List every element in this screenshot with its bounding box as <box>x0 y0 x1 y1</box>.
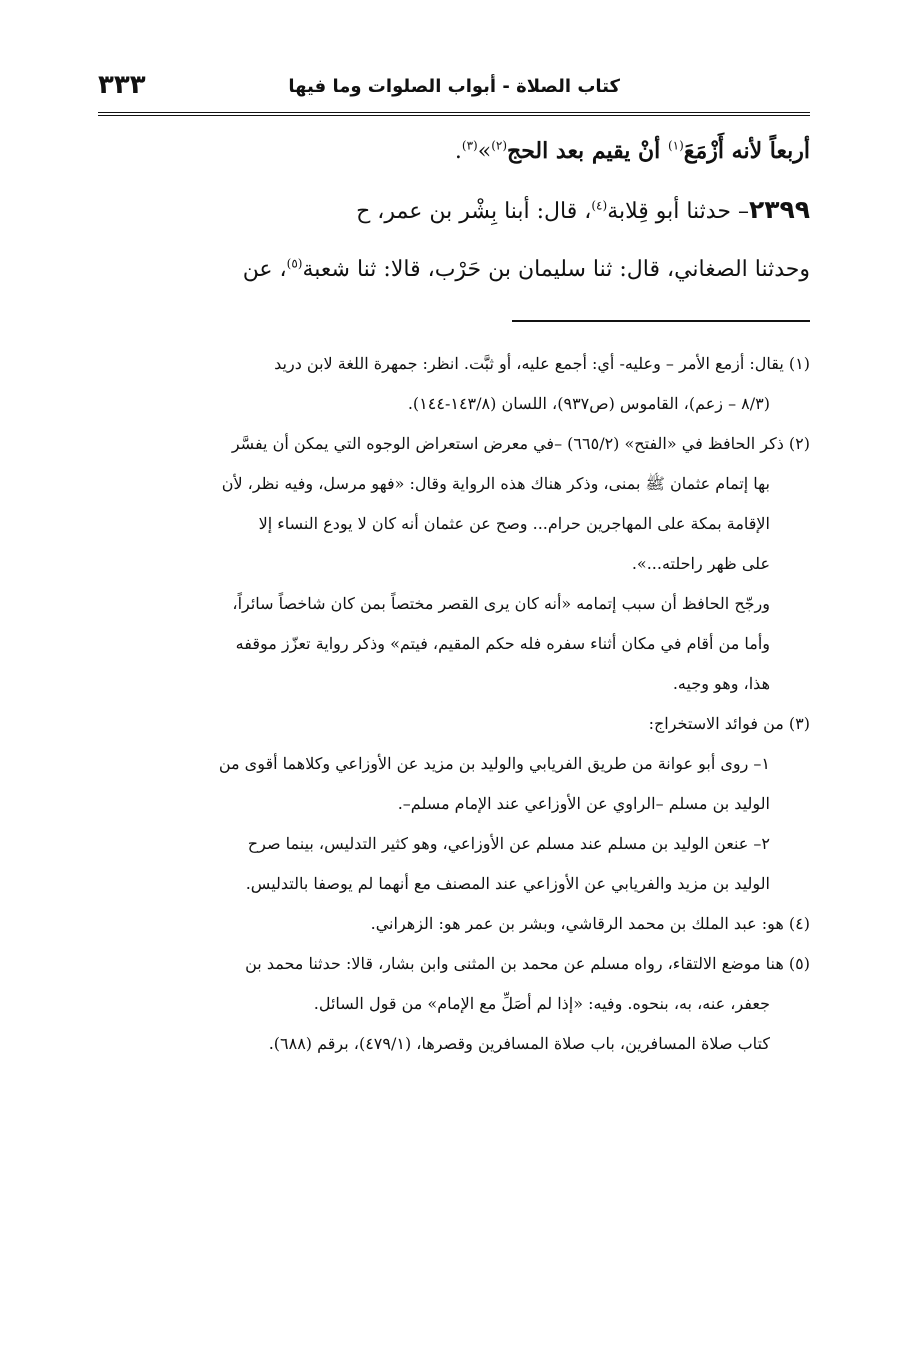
main-line-1-close-quote: » <box>477 139 492 164</box>
main-line-1-bold-2: أنْ يقيم بعد الحج <box>507 138 668 164</box>
main-line-2 <box>98 181 810 241</box>
running-title: كتاب الصلاة - أبواب الصلوات وما فيها <box>288 76 620 97</box>
page-number: ٣٣٣ <box>98 70 146 100</box>
main-line-2-text-a: – حدثنا أبو قِلابة <box>607 199 749 224</box>
main-line-1 <box>98 122 810 181</box>
footnote-ref-3[interactable]: (٣) <box>461 138 478 153</box>
footnote-2-line-3: الإقامة بمكة على المهاجرين حرام... وصح عن عثمان أنه كان لا يودع النساء إلا <box>258 514 770 533</box>
footnote-ref-5[interactable]: (٥) <box>286 256 303 271</box>
main-line-2-text-b: ، قال: أبنا بِشْر بن عمر، ح <box>356 199 592 224</box>
footnote-ref-4[interactable]: (٤) <box>591 198 608 213</box>
footnote-2-line-5: ورجّح الحافظ أن سبب إتمامه «أنه كان يرى القصر مختصاً بمن كان شاخصاً سائراً، <box>232 594 770 613</box>
footnote-2-line-7: هذا، وهو وجيه. <box>672 674 770 693</box>
footnote-1-line-1: (١) يقال: أزمع الأمر – وعليه- أي: أجمع عليه، أو ثبَّت. انظر: جمهرة اللغة لابن دريد <box>274 354 810 373</box>
footnote-2-line-6: وأما من أقام في مكان أثناء سفره فله حكم المقيم، فيتم» وذكر رواية تعزّز موقفه <box>235 634 770 653</box>
footnote-3-line-5: الوليد بن مزيد والفريابي عن الأوزاعي عند المصنف مع أنهما لم يوصفا بالتدليس. <box>245 874 770 893</box>
footnote-2-line-1: (٢) ذكر الحافظ في «الفتح» (٦٦٥/٢) –في معرض استعراض الوجوه التي يمكن أن يفسَّر <box>231 434 810 453</box>
main-line-3 <box>98 241 810 299</box>
footnote-3-line-2: ١– روى أبو عوانة من طريق الفريابي والوليد بن مزيد عن الأوزاعي وكلاهما أقوى من <box>218 754 770 773</box>
footnote-3-line-1: (٣) من فوائد الاستخراج: <box>648 714 810 733</box>
main-line-1-end: . <box>454 139 462 164</box>
main-text <box>98 122 810 299</box>
hadith-number: ٢٣٩٩ <box>748 195 810 224</box>
page-header <box>98 70 810 118</box>
footnote-3-line-4: ٢– عنعن الوليد بن مسلم عند مسلم عن الأوزاعي، وهو كثير التدليس، بينما صرح <box>247 834 770 853</box>
header-rule <box>98 112 810 116</box>
main-line-3-text-a: وحدثنا الصغاني، قال: ثنا سليمان بن حَرْب، قالا: ثنا شعبة <box>302 257 810 282</box>
main-line-1-bold: أربعاً لأنه أَزْمَعَ <box>683 138 810 164</box>
footnotes <box>98 344 810 1064</box>
footnote-3-line-3: الوليد بن مسلم –الراوي عن الأوزاعي عند الإمام مسلم–. <box>397 794 770 813</box>
footnote-2-line-2: بها إتمام عثمان ﷺ بمنى، وذكر هناك هذه الرواية وقال: «فهو مرسل، وفيه نظر، لأن <box>221 474 770 493</box>
main-line-3-text-b: ، عن <box>242 257 287 282</box>
footnote-5-line-1: (٥) هنا موضع الالتقاء، رواه مسلم عن محمد بن المثنى وابن بشار، قالا: حدثنا محمد بن <box>245 954 810 973</box>
footnote-ref-2[interactable]: (٢) <box>491 138 508 153</box>
footnote-5-line-2: جعفر، عنه، به، بنحوه. وفيه: «إذا لم أصَلِّ مع الإمام» من قول السائل. <box>313 994 770 1013</box>
footnote-1-line-2: (٨/٣ – زعم)، القاموس (ص٩٣٧)، اللسان (١٤٣/٨-١٤٤). <box>407 394 770 413</box>
footnote-ref-1[interactable]: (١) <box>667 138 684 153</box>
footnote-4-line-1: (٤) هو: عبد الملك بن محمد الرقاشي، وبشر بن عمر هو: الزهراني. <box>370 914 810 933</box>
footnote-separator <box>512 320 810 322</box>
footnote-2-line-4: على ظهر راحلته...». <box>631 554 770 573</box>
footnote-5-line-3: كتاب صلاة المسافرين، باب صلاة المسافرين وقصرها، (٤٧٩/١)، برقم (٦٨٨). <box>268 1034 770 1053</box>
